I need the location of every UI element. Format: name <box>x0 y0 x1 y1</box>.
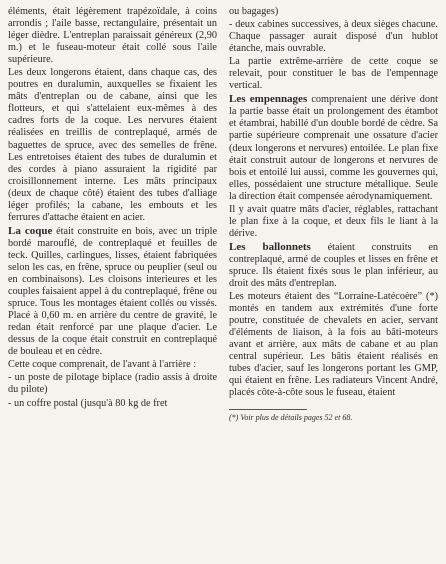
left-para-4: - un poste de pilotage biplace (radio assis à droite du pilote) <box>8 372 217 396</box>
keyword-la-coque: La coque <box>8 224 53 237</box>
right-para-6: Les moteurs étaient des “Lorraine-Latécoère” (*) montés en tandem aux extrémités d'une forte poutre, constituée de chevalets en acier, servant d'éléments de liaison, à la fois au bâti-moteurs avant et arrière, aux mâts de cabane et au plan central supérieur. Les bâtis étaient réalisés en tubes d'acier, sauf les longerons portant les GMP, qui étaient en frêne. Les radiateurs Vincent André, placés côte-à-côte sous le fuseau, étaient <box>229 291 438 399</box>
left-para-2-text: était construite en bois, avec un triple bordé marouflé, de contreplaqué et feuilles de teck. Quilles, carlingues, lisses, étaient fabriquées selon les cas, en frêne, spruce ou peuplier (seul ou en combinaisons). Les cloisons interieures et les couples faisaient appel à du contreplaqué, frêne ou spruce. Tous les montages étaient collés ou vissés. Placé à 0,60 m. en arrière du centre de gravité, le redan était renforcé par une plaque d'acier. Le dessus de la coque était construit en contreplaqué de bouleau et en cèdre. <box>8 225 217 358</box>
footnote: (*) Voir plus de détails pages 52 et 68. <box>229 412 353 422</box>
right-para-2: La partie extrême-arrière de cette coque se relevait, pour constituer le bas de l'empennage vertical. <box>229 56 438 92</box>
right-para-5 <box>229 241 438 290</box>
right-para-1: - deux cabines successives, à deux sièges chacune. Chaque passager aurait disposé d'un hublot étanche, mais ouvrable. <box>229 19 438 55</box>
keyword-les-empennages: Les empennages <box>229 93 308 106</box>
left-para-1: Les deux longerons étaient, dans chaque cas, des poutres en duralumin, auxquelles se fixaient les mâts d'entreplan ou de cabane, ainsi que les flotteurs, et qui s'attelaient eux-mêmes à des cadres forts de la coque. Les nervures étaient réalisées en treillis de contreplaqué, armés de baguettes de spruce, avec des semelles de frêne. Les entretoises étaient des tubes de duralumin et des cordes à piano assuraient la rigidité par croisillonnement interne. Les mâts principaux (deux de chaque côté) étaient des tubes d'alliage léger profilés; la cabane, les embouts et les ferrures d'attache étaient en acier. <box>8 67 217 223</box>
right-para-0: ou bagages) <box>229 6 279 17</box>
right-para-3-text: comprenaient une dérive dont la partie basse était un prolongement des étambot et étambrai, habillé d'un double bordé de cèdre. Sa partie supérieure comprenait une ossature d'acier (deux longerons et nervures) entoilée. Le plan fixe était construit autour de longerons et nervures de bois et entoilé lui aussi, comme les gouvernes qui, elles, possédaient une structure métallique. Seule la direction était compensée aérodynamiquement. <box>229 94 438 202</box>
left-para-0: éléments, était légèrement trapézoïdale, à coins arrondis ; l'aile basse, rectangulaire, présentait un léger dièdre. L'entreplan paraissait généreux (2,90 m.) et le fuseau-moteur était collé sous l'aile supérieure. <box>8 6 217 66</box>
right-para-3 <box>229 93 438 202</box>
right-para-5-text: étaient construits en contreplaqué, armé de couples et lisses en frêne et spruce. Ils étaient fixés sous le plan inférieur, au droit des mâts d'entreplan. <box>229 241 438 290</box>
right-para-4: Il y avait quatre mâts d'acier, réglables, rattachant le plan fixe à la coque, et deux fils le liant à la dérive. <box>229 203 438 239</box>
left-column <box>8 6 217 564</box>
right-column <box>229 6 438 564</box>
footnote-divider <box>229 409 307 410</box>
left-para-5: - un coffre postal (jusqu'à 80 kg de fret <box>8 397 168 409</box>
left-para-2 <box>8 225 217 359</box>
keyword-les-ballonnets: Les ballonnets <box>229 240 311 253</box>
left-para-3: Cette coque comprenait, de l'avant à l'arrière : <box>8 359 197 371</box>
